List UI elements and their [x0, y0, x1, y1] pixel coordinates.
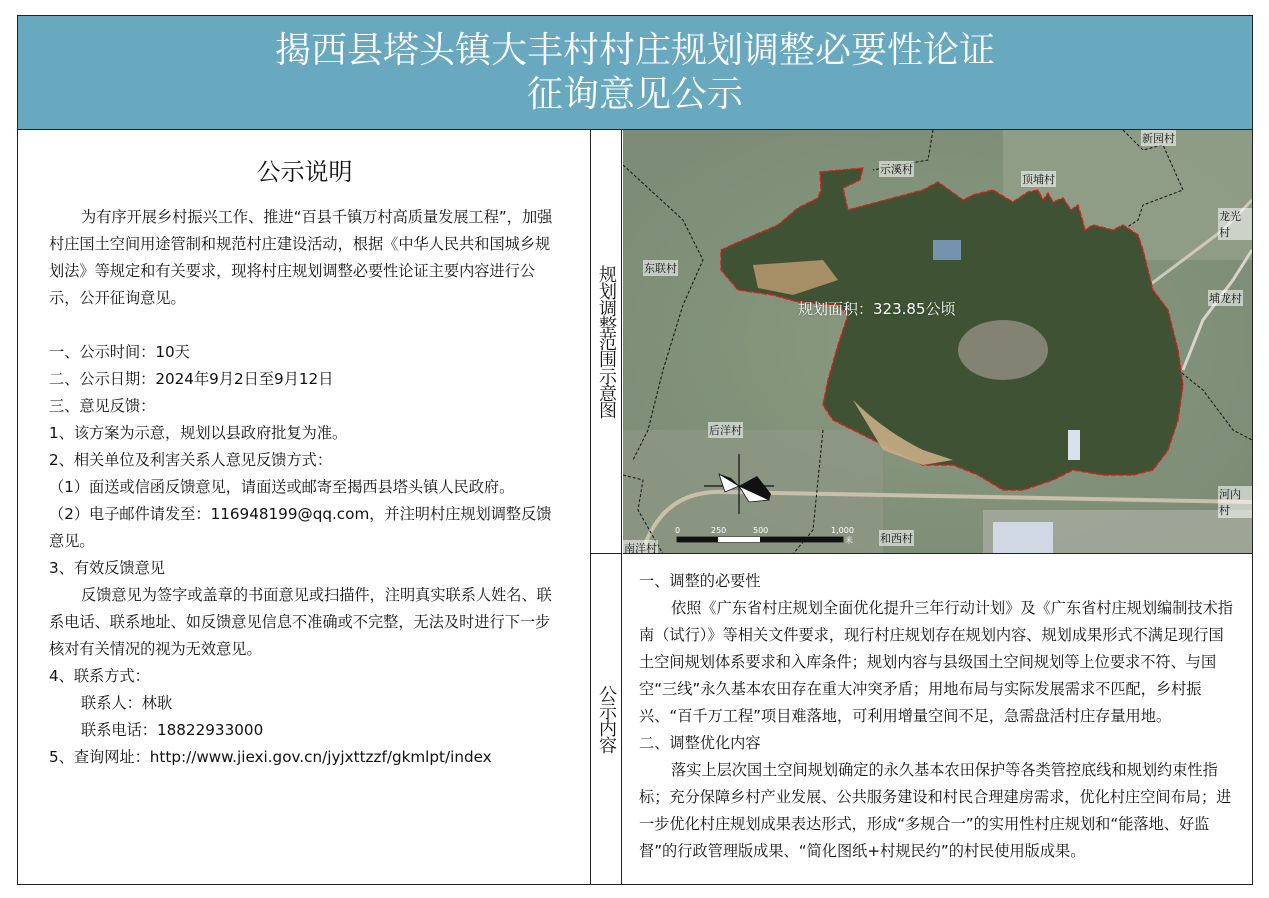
notice-item: （1）面送或信函反馈意见，请面送或邮寄至揭西县塔头镇人民政府。: [49, 478, 515, 496]
place-label: 后洋村: [709, 424, 742, 437]
map-section-label: 规划调整范围示意图: [591, 130, 622, 554]
section-heading: 一、调整的必要性: [639, 572, 761, 590]
notice-intro: 为有序开展乡村振兴工作、推进“百县千镇万村高质量发展工程”，加强村庄国土空间用途管制和规范村庄建设活动，根据《中华人民共和国城乡规划法》等规定和有关要求，现将村庄规划调整必要性论证主要内容进行公示，公开征询意见。: [49, 208, 553, 307]
valid-feedback-text: 反馈意见为签字或盖章的书面意见或扫描件，注明真实联系人姓名、联系电话、联系地址、如反馈意见信息不准确或不完整，无法及时进行下一步核对有关情况的视为无效意见。: [49, 586, 552, 658]
notice-item: 一、公示时间：10天: [49, 343, 190, 361]
place-label: 河内村: [1218, 486, 1252, 518]
notice-item: 1、该方案为示意，规划以县政府批复为准。: [49, 424, 348, 442]
notice-item: 3、有效反馈意见: [49, 559, 165, 577]
place-label: 龙光村: [1218, 208, 1252, 240]
necessity-text: 依照《广东省村庄规划全面优化提升三年行动计划》及《广东省村庄规划编制技术指南（试行）》等相关文件要求，现行村庄规划存在规划内容、规划成果形式不满足现行国土空间规划体系要求和入库条件；规划内容与县级国土空间规划等上位要求不符、与国空“三线”永久基本农田存在重大冲突矛盾；用地布局与实际发展需求不匹配，乡村振兴、“百千万工程”项目难落地，可利用增量空间不足，急需盘活村庄存量用地。: [639, 599, 1233, 725]
contact-heading: 4、联系方式：: [49, 667, 150, 685]
place-label: 新园村: [1142, 132, 1175, 145]
scale-bar: [677, 537, 843, 542]
contact-phone: 联系电话：18822933000: [81, 721, 264, 739]
notice-item: 2、相关单位及利害关系人意见反馈方式：: [49, 451, 333, 469]
planning-area-label: 规划面积：323.85公顷: [798, 300, 956, 318]
optimization-text: 落实上层次国土空间规划确定的永久基本农田保护等各类管控底线和规划约束性指标；充分保障乡村产业发展、公共服务建设和村民合理建房需求，优化村庄空间布局；进一步优化村庄规划成果表达形式，形成“多规合一”的实用性村庄规划和“能落地、好监督”的行政管理版成果、“简化图纸+村规民约”的村民使用版成果。: [639, 761, 1232, 860]
section-heading: 二、调整优化内容: [639, 734, 761, 752]
place-label: 南洋村: [624, 542, 657, 554]
aerial-map: 新园村 示溪村 顶埔村 龙光村 东联村 埔龙村 后洋村 河内村 和西村 南洋村 规划面积：323.85公顷 0 250 500 1,000 米: [623, 130, 1252, 554]
place-label: 顶埔村: [1022, 173, 1055, 186]
satellite-imagery: [623, 130, 1252, 554]
content-section-label: 公示内容: [591, 554, 622, 884]
place-label: 和西村: [880, 532, 913, 545]
place-label: 东联村: [644, 262, 677, 275]
content-panel: [623, 554, 1252, 884]
place-label: 埔龙村: [1209, 292, 1242, 305]
notice-panel: [18, 130, 591, 884]
page-subtitle: 征询意见公示: [526, 73, 743, 115]
contact-person: 联系人：林耿: [81, 694, 173, 712]
page-title: 揭西县塔头镇大丰村村庄规划调整必要性论证: [274, 29, 995, 71]
notice-title: 公示说明: [256, 158, 353, 186]
place-label: 示溪村: [880, 163, 913, 176]
notice-item: 三、意见反馈：: [49, 397, 156, 415]
query-url[interactable]: 5、查询网址：http://www.jiexi.gov.cn/jyjxttzzf/gkmlpt/index: [49, 748, 492, 766]
title-banner: [18, 16, 1252, 130]
notice-item: 二、公示日期：2024年9月2日至9月12日: [49, 370, 334, 388]
notice-item: （2）电子邮件请发至：116948199@qq.com，并注明村庄规划调整反馈意见。: [49, 505, 552, 550]
notice-board: [17, 15, 1253, 885]
